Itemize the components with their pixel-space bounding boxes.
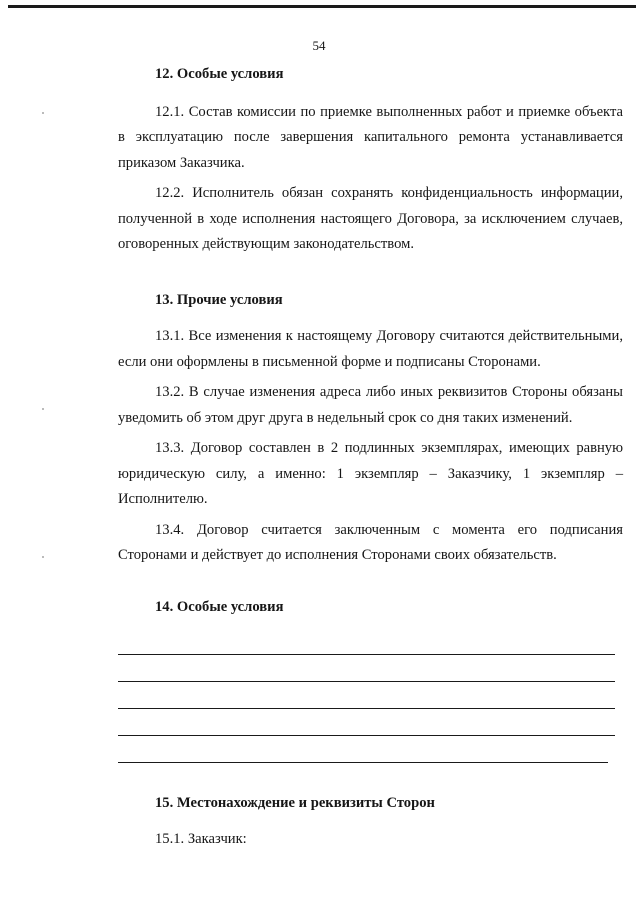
section-12-heading: 12. Особые условия (155, 66, 284, 82)
top-border-rule (8, 5, 636, 8)
clause-13-1: 13.1. Все изменения к настоящему Договору считаются действительными, если они оформлены в письменной форме и подписаны Сторонами. (118, 328, 623, 370)
blank-line (118, 736, 608, 763)
blank-fill-lines (118, 628, 623, 763)
section-14-heading: 14. Особые условия (155, 598, 284, 615)
clause-13-2: 13.2. В случае изменения адреса либо иных реквизитов Стороны обязаны уведомить об этом друг друга в недельный срок со дня таких изменений. (118, 384, 623, 426)
section-13-heading: 13. Прочие условия (155, 291, 283, 308)
document-body (118, 62, 623, 852)
page-number: 54 (312, 38, 326, 53)
blank-line (118, 655, 615, 682)
clause-12-1: 12.1. Состав комиссии по приемке выполненных работ и приемке объекта в эксплуатацию после завершения капитального ремонта устанавливается приказом Заказчика. (118, 103, 623, 171)
scan-speck (42, 556, 44, 558)
scan-speck (42, 112, 44, 114)
blank-line (118, 709, 615, 736)
clause-13-4: 13.4. Договор считается заключенным с момента его подписания Сторонами и действует до исполнения Сторонами своих обязательств. (118, 521, 623, 563)
blank-line (118, 682, 615, 709)
scan-speck (42, 408, 44, 410)
section-15-heading: 15. Местонахождение и реквизиты Сторон (155, 795, 435, 811)
blank-line (118, 628, 615, 655)
clause-13-3: 13.3. Договор составлен в 2 подлинных экземплярах, имеющих равную юридическую силу, а именно: 1 экземпляр – Заказчику, 1 экземпляр – Исполнителю. (118, 440, 623, 507)
clause-15-1: 15.1. Заказчик: (155, 830, 247, 847)
clause-12-2: 12.2. Исполнитель обязан сохранять конфиденциальность информации, полученной в ходе исполнения настоящего Договора, за исключением случаев, оговоренных действующим законодательством. (118, 185, 623, 252)
